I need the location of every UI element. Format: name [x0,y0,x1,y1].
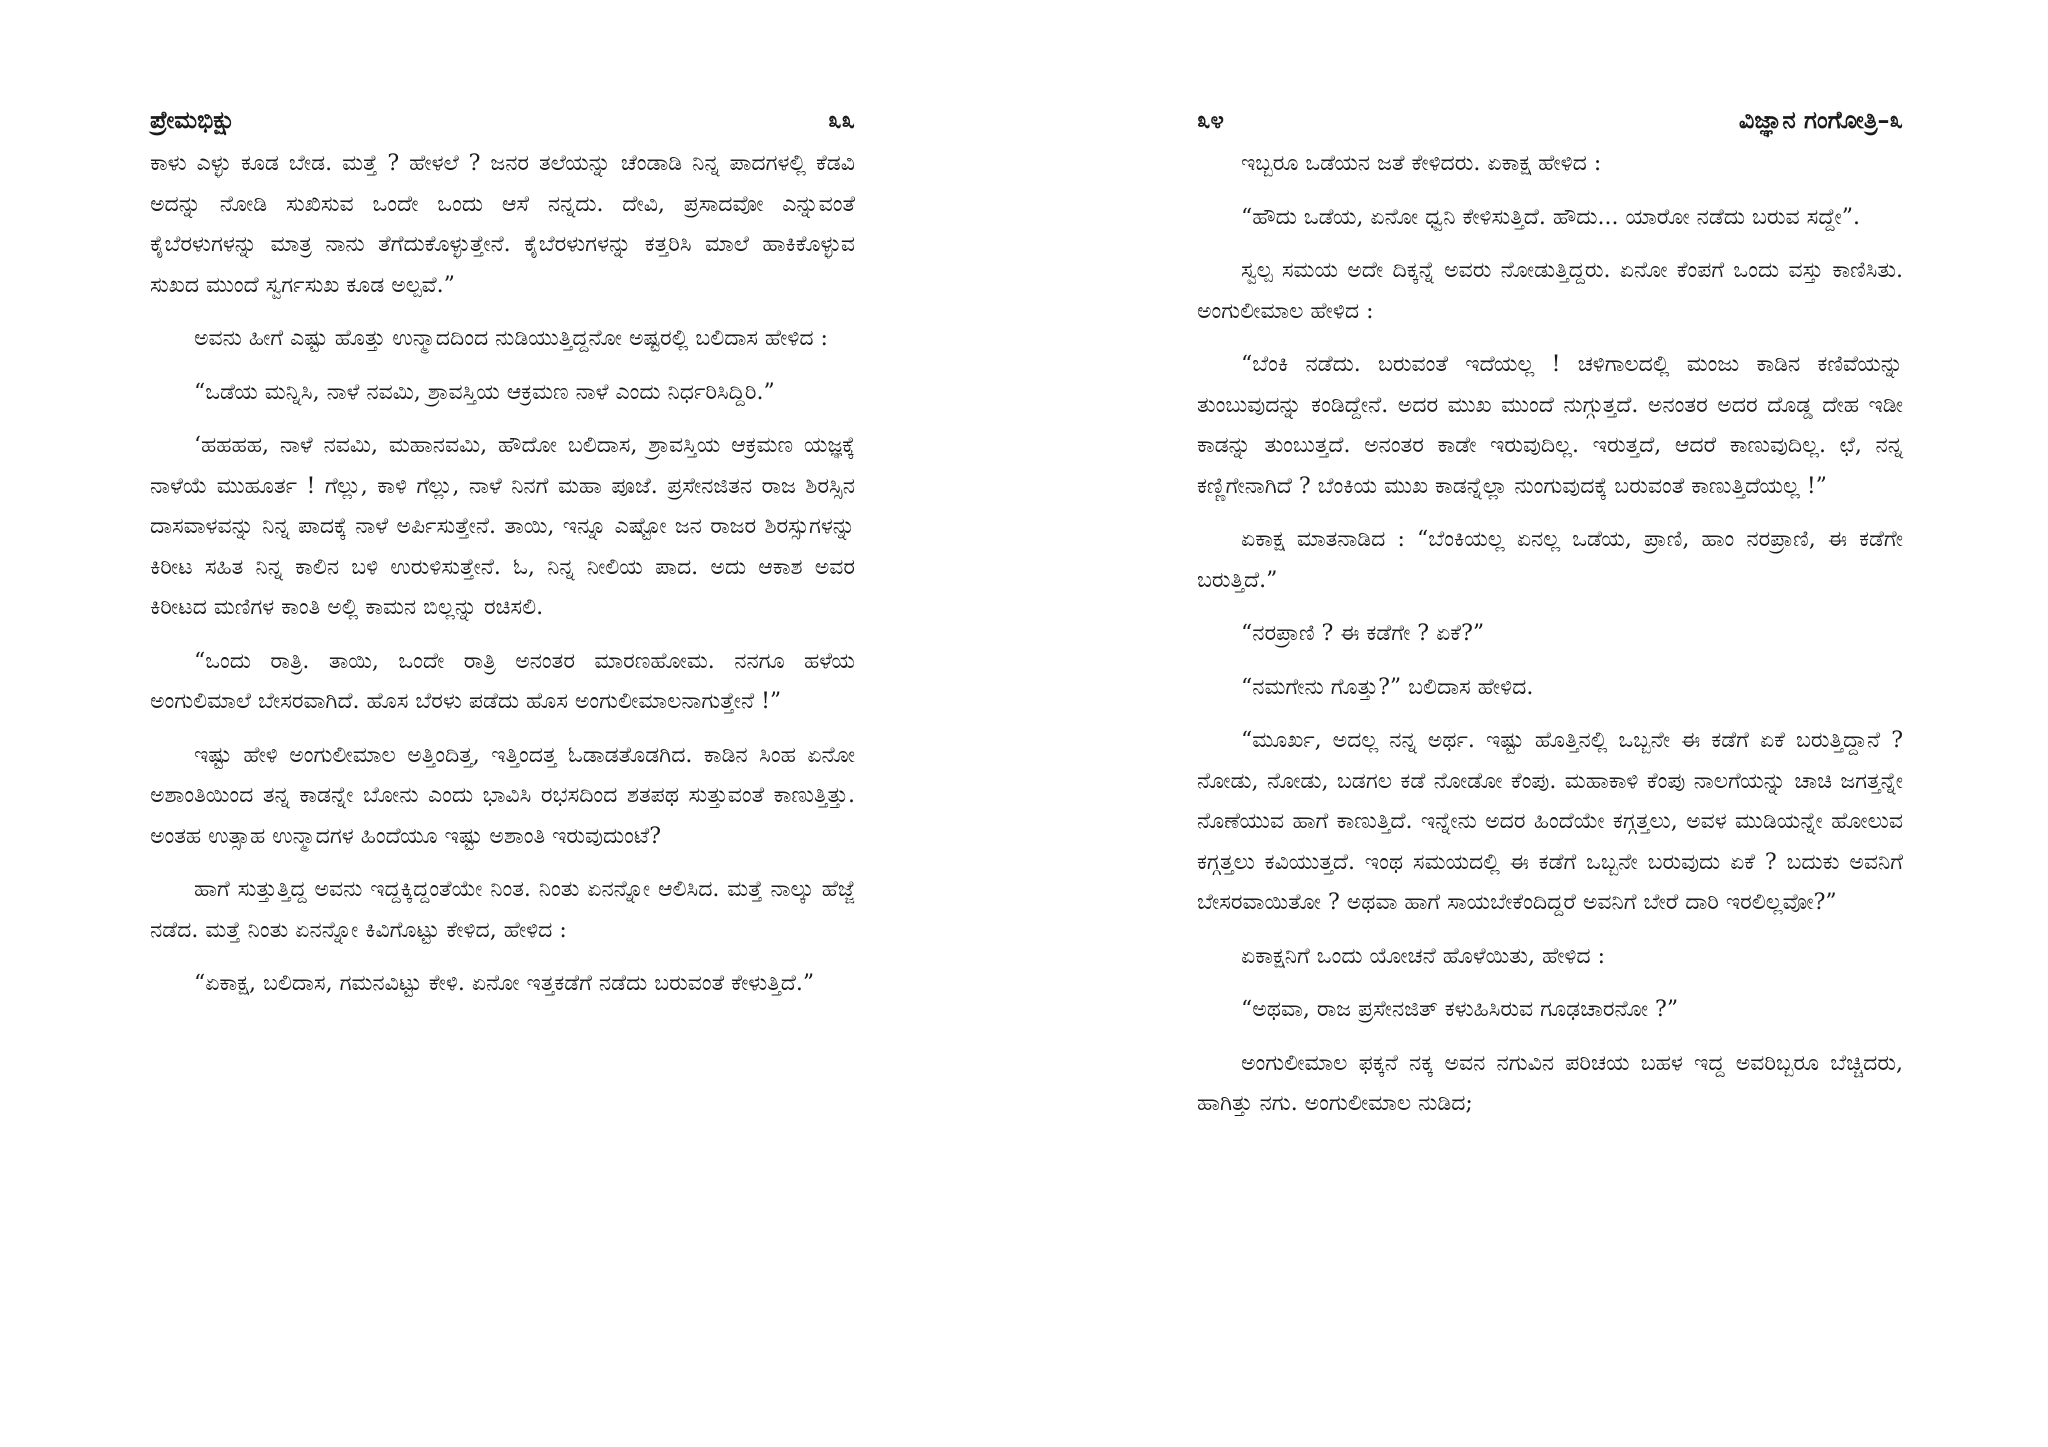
paragraph: ಇಬ್ಬರೂ ಒಡೆಯನ ಜತೆ ಕೇಳಿದರು. ಏಕಾಕ್ಷ ಹೇಳಿದ : [1241,151,1602,176]
paragraph: “ಬೆಂಕಿ ನಡೆದು. ಬರುವಂತೆ ಇದೆಯಲ್ಲ ! ಚಳಿಗಾಲದಲ್ಲಿ ಮಂಜು ಕಾಡಿನ ಕಣಿವೆಯನ್ನು ತುಂಬುವುದನ್ನು ಕಂಡಿದ್ದೇನೆ. ಅದರ ಮುಖ ಮುಂದೆ ನುಗ್ಗುತ್ತದೆ. ಅನಂತರ ಅದರ ದೊಡ್ಡ ದೇಹ ಇಡೀ ಕಾಡನ್ನು ತುಂಬುತ್ತದೆ. ಅನಂತರ ಕಾಡೇ ಇರುವುದಿಲ್ಲ. ಇರುತ್ತದೆ, ಆದರೆ ಕಾಣುವುದಿಲ್ಲ. ಛೆ, ನನ್ನ ಕಣ್ಣಿಗೇನಾಗಿದೆ ? ಬೆಂಕಿಯ ಮುಖ ಕಾಡನ್ನೆಲ್ಲಾ ನುಂಗುವುದಕ್ಕೆ ಬರುವಂತೆ ಕಾಣುತ್ತಿದೆಯಲ್ಲ !” [1197,352,1903,499]
left-body-text [150,144,855,1005]
paragraph: ಅಂಗುಲೀಮಾಲ ಫಕ್ಕನೆ ನಕ್ಕ ಅವನ ನಗುವಿನ ಪರಿಚಯ ಬಹಳ ಇದ್ದ ಅವರಿಬ್ಬರೂ ಬೆಚ್ಚಿದರು, ಹಾಗಿತ್ತು ನಗು. ಅಂಗುಲೀಮಾಲ ನುಡಿದ; [1197,1050,1903,1116]
paragraph: ಕಾಳು ಎಳ್ಳು ಕೂಡ ಬೇಡ. ಮತ್ತೆ ? ಹೇಳಲೆ ? ಜನರ ತಲೆಯನ್ನು ಚೆಂಡಾಡಿ ನಿನ್ನ ಪಾದಗಳಲ್ಲಿ ಕೆಡವಿ ಅದನ್ನು ನೋಡಿ ಸುಖಿಸುವ ಒಂದೇ ಒಂದು ಆಸೆ ನನ್ನದು. ದೇವಿ, ಪ್ರಸಾದವೋ ಎನ್ನುವಂತೆ ಕೈಬೆರಳುಗಳನ್ನು ಮಾತ್ರ ನಾನು ತೆಗೆದುಕೊಳ್ಳುತ್ತೇನೆ. ಕೈಬೆರಳುಗಳನ್ನು ಕತ್ತರಿಸಿ ಮಾಲೆ ಹಾಕಿಕೊಳ್ಳುವ ಸುಖದ ಮುಂದೆ ಸ್ವರ್ಗಸುಖ ಕೂಡ ಅಲ್ಪವೆ.” [150,151,855,298]
paragraph: ಅವನು ಹೀಗೆ ಎಷ್ಟು ಹೊತ್ತು ಉನ್ಮಾದದಿಂದ ನುಡಿಯುತ್ತಿದ್ದನೋ ಅಷ್ಟರಲ್ಲಿ ಬಲಿದಾಸ ಹೇಳಿದ : [194,326,828,351]
left-page-number: ೩೩ [828,105,855,134]
paragraph: “ಏಕಾಕ್ಷ, ಬಲಿದಾಸ, ಗಮನವಿಟ್ಟು ಕೇಳಿ. ಏನೋ ಇತ್ತಕಡೆಗೆ ನಡೆದು ಬರುವಂತೆ ಕೇಳುತ್ತಿದೆ.” [194,971,815,996]
paragraph: ಹಾಗೆ ಸುತ್ತುತ್ತಿದ್ದ ಅವನು ಇದ್ದಕ್ಕಿದ್ದಂತೆಯೇ ನಿಂತ. ನಿಂತು ಏನನ್ನೋ ಆಲಿಸಿದ. ಮತ್ತೆ ನಾಲ್ಕು ಹೆಜ್ಜೆ ನಡೆದ. ಮತ್ತೆ ನಿಂತು ಏನನ್ನೋ ಕಿವಿಗೊಟ್ಟು ಕೇಳಿದ, ಹೇಳಿದ : [150,877,855,943]
paragraph: ಏಕಾಕ್ಷನಿಗೆ ಒಂದು ಯೋಚನೆ ಹೊಳೆಯಿತು, ಹೇಳಿದ : [1241,943,1606,969]
left-running-head [150,100,855,140]
paragraph: “ಹೌದು ಒಡೆಯ, ಏನೋ ಧ್ವನಿ ಕೇಳಿಸುತ್ತಿದೆ. ಹೌದು... ಯಾರೋ ನಡೆದು ಬರುವ ಸದ್ದೇ”. [1241,204,1860,230]
left-header-title: ಪ್ರೇಮಭಿಕ್ಷು [150,105,236,134]
paragraph: “ಮೂರ್ಖ, ಅದಲ್ಲ ನನ್ನ ಅರ್ಥ. ಇಷ್ಟು ಹೊತ್ತಿನಲ್ಲಿ ಒಬ್ಬನೇ ಈ ಕಡೆಗೆ ಏಕೆ ಬರುತ್ತಿದ್ದಾನೆ ? ನೋಡು, ನೋಡು, ಬಡಗಲ ಕಡೆ ನೋಡೋ ಕೆಂಪು. ಮಹಾಕಾಳಿ ಕೆಂಪು ನಾಲಗೆಯನ್ನು ಚಾಚಿ ಜಗತ್ತನ್ನೇ ನೊಣೆಯುವ ಹಾಗೆ ಕಾಣುತ್ತಿದೆ. ಇನ್ನೇನು ಅದರ ಹಿಂದೆಯೇ ಕಗ್ಗತ್ತಲು, ಅವಳ ಮುಡಿಯನ್ನೇ ಹೋಲುವ ಕಗ್ಗತ್ತಲು ಕವಿಯುತ್ತದೆ. ಇಂಥ ಸಮಯದಲ್ಲಿ ಈ ಕಡೆಗೆ ಒಬ್ಬನೇ ಬರುವುದು ಏಕೆ ? ಬದುಕು ಅವನಿಗೆ ಬೇಸರವಾಯಿತೋ ? ಅಥವಾ ಹಾಗೆ ಸಾಯಬೇಕೆಂದಿದ್ದರೆ ಅವನಿಗೆ ಬೇರೆ ದಾರಿ ಇರಲಿಲ್ಲವೋ?” [1197,728,1903,915]
right-header-title: ವಿಜ್ಞಾನ ಗಂಗೋತ್ರಿ–೩ [1738,105,1903,134]
right-page [1197,100,1903,1138]
right-body-text [1197,144,1903,1125]
left-page [150,100,855,1018]
paragraph: “ಒಂದು ರಾತ್ರಿ. ತಾಯಿ, ಒಂದೇ ರಾತ್ರಿ ಅನಂತರ ಮಾರಣಹೋಮ. ನನಗೂ ಹಳೆಯ ಅಂಗುಲಿಮಾಲೆ ಬೇಸರವಾಗಿದೆ. ಹೊಸ ಬೆರಳು ಪಡೆದು ಹೊಸ ಅಂಗುಲೀಮಾಲನಾಗುತ್ತೇನೆ !” [150,648,855,714]
right-running-head [1197,100,1903,140]
paragraph: “ಒಡೆಯ ಮನ್ನಿಸಿ, ನಾಳೆ ನವಮಿ, ಶ್ರಾವಸ್ತಿಯ ಆಕ್ರಮಣ ನಾಳೆ ಎಂದು ನಿರ್ಧರಿಸಿದ್ದಿರಿ.” [194,379,775,405]
paragraph: ‘ಹಹಹಹ, ನಾಳೆ ನವಮಿ, ಮಹಾನವಮಿ, ಹೌದೋ ಬಲಿದಾಸ, ಶ್ರಾವಸ್ತಿಯ ಆಕ್ರಮಣ ಯಜ್ಞಕ್ಕೆ ನಾಳೆಯೆ ಮುಹೂರ್ತ ! ಗೆಲ್ಲು, ಕಾಳಿ ಗೆಲ್ಲು, ನಾಳೆ ನಿನಗೆ ಮಹಾ ಪೂಜೆ. ಪ್ರಸೇನಜಿತನ ರಾಜ ಶಿರಸ್ಸಿನ ದಾಸವಾಳವನ್ನು ನಿನ್ನ ಪಾದಕ್ಕೆ ನಾಳೆ ಅರ್ಪಿಸುತ್ತೇನೆ. ತಾಯಿ, ಇನ್ನೂ ಎಷ್ಟೋ ಜನ ರಾಜರ ಶಿರಸ್ಸುಗಳನ್ನು ಕಿರೀಟ ಸಹಿತ ನಿನ್ನ ಕಾಲಿನ ಬಳಿ ಉರುಳಿಸುತ್ತೇನೆ. ಓ, ನಿನ್ನ ನೀಲಿಯ ಪಾದ. ಅದು ಆಕಾಶ ಅವರ ಕಿರೀಟದ ಮಣಿಗಳ ಕಾಂತಿ ಅಲ್ಲಿ ಕಾಮನ ಬಿಲ್ಲನ್ನು ರಚಿಸಲಿ. [150,433,855,620]
paragraph: ಏಕಾಕ್ಷ ಮಾತನಾಡಿದ : “ಬೆಂಕಿಯಲ್ಲ ಏನಲ್ಲ ಒಡೆಯ, ಪ್ರಾಣಿ, ಹಾಂ ನರಪ್ರಾಣಿ, ಈ ಕಡೆಗೇ ಬರುತ್ತಿದೆ.” [1197,527,1903,593]
paragraph: “ನರಪ್ರಾಣಿ ? ಈ ಕಡೆಗೇ ? ಏಕೆ?” [1241,621,1485,646]
paragraph: ಇಷ್ಟು ಹೇಳಿ ಅಂಗುಲೀಮಾಲ ಅತ್ತಿಂದಿತ್ತ, ಇತ್ತಿಂದತ್ತ ಓಡಾಡತೊಡಗಿದ. ಕಾಡಿನ ಸಿಂಹ ಏನೋ ಅಶಾಂತಿಯಿಂದ ತನ್ನ ಕಾಡನ್ನೇ ಬೋನು ಎಂದು ಭಾವಿಸಿ ರಭಸದಿಂದ ಶತಪಥ ಸುತ್ತುವಂತೆ ಕಾಣುತ್ತಿತ್ತು. ಅಂತಹ ಉತ್ಸಾಹ ಉನ್ಮಾದಗಳ ಹಿಂದೆಯೂ ಇಷ್ಟು ಅಶಾಂತಿ ಇರುವುದುಂಟೆ? [150,742,855,849]
paragraph: “ನಮಗೇನು ಗೊತ್ತು?” ಬಲಿದಾಸ ಹೇಳಿದ. [1241,674,1534,700]
paragraph: “ಅಥವಾ, ರಾಜ ಪ್ರಸೇನಜಿತ್ ಕಳುಹಿಸಿರುವ ಗೂಢಚಾರನೋ ?” [1241,997,1679,1022]
paragraph: ಸ್ವಲ್ಪ ಸಮಯ ಅದೇ ದಿಕ್ಕನ್ನೆ ಅವರು ನೋಡುತ್ತಿದ್ದರು. ಏನೋ ಕೆಂಪಗೆ ಒಂದು ವಸ್ತು ಕಾಣಿಸಿತು. ಅಂಗುಲೀಮಾಲ ಹೇಳಿದ : [1197,258,1903,324]
right-page-number: ೩೪ [1197,105,1224,134]
